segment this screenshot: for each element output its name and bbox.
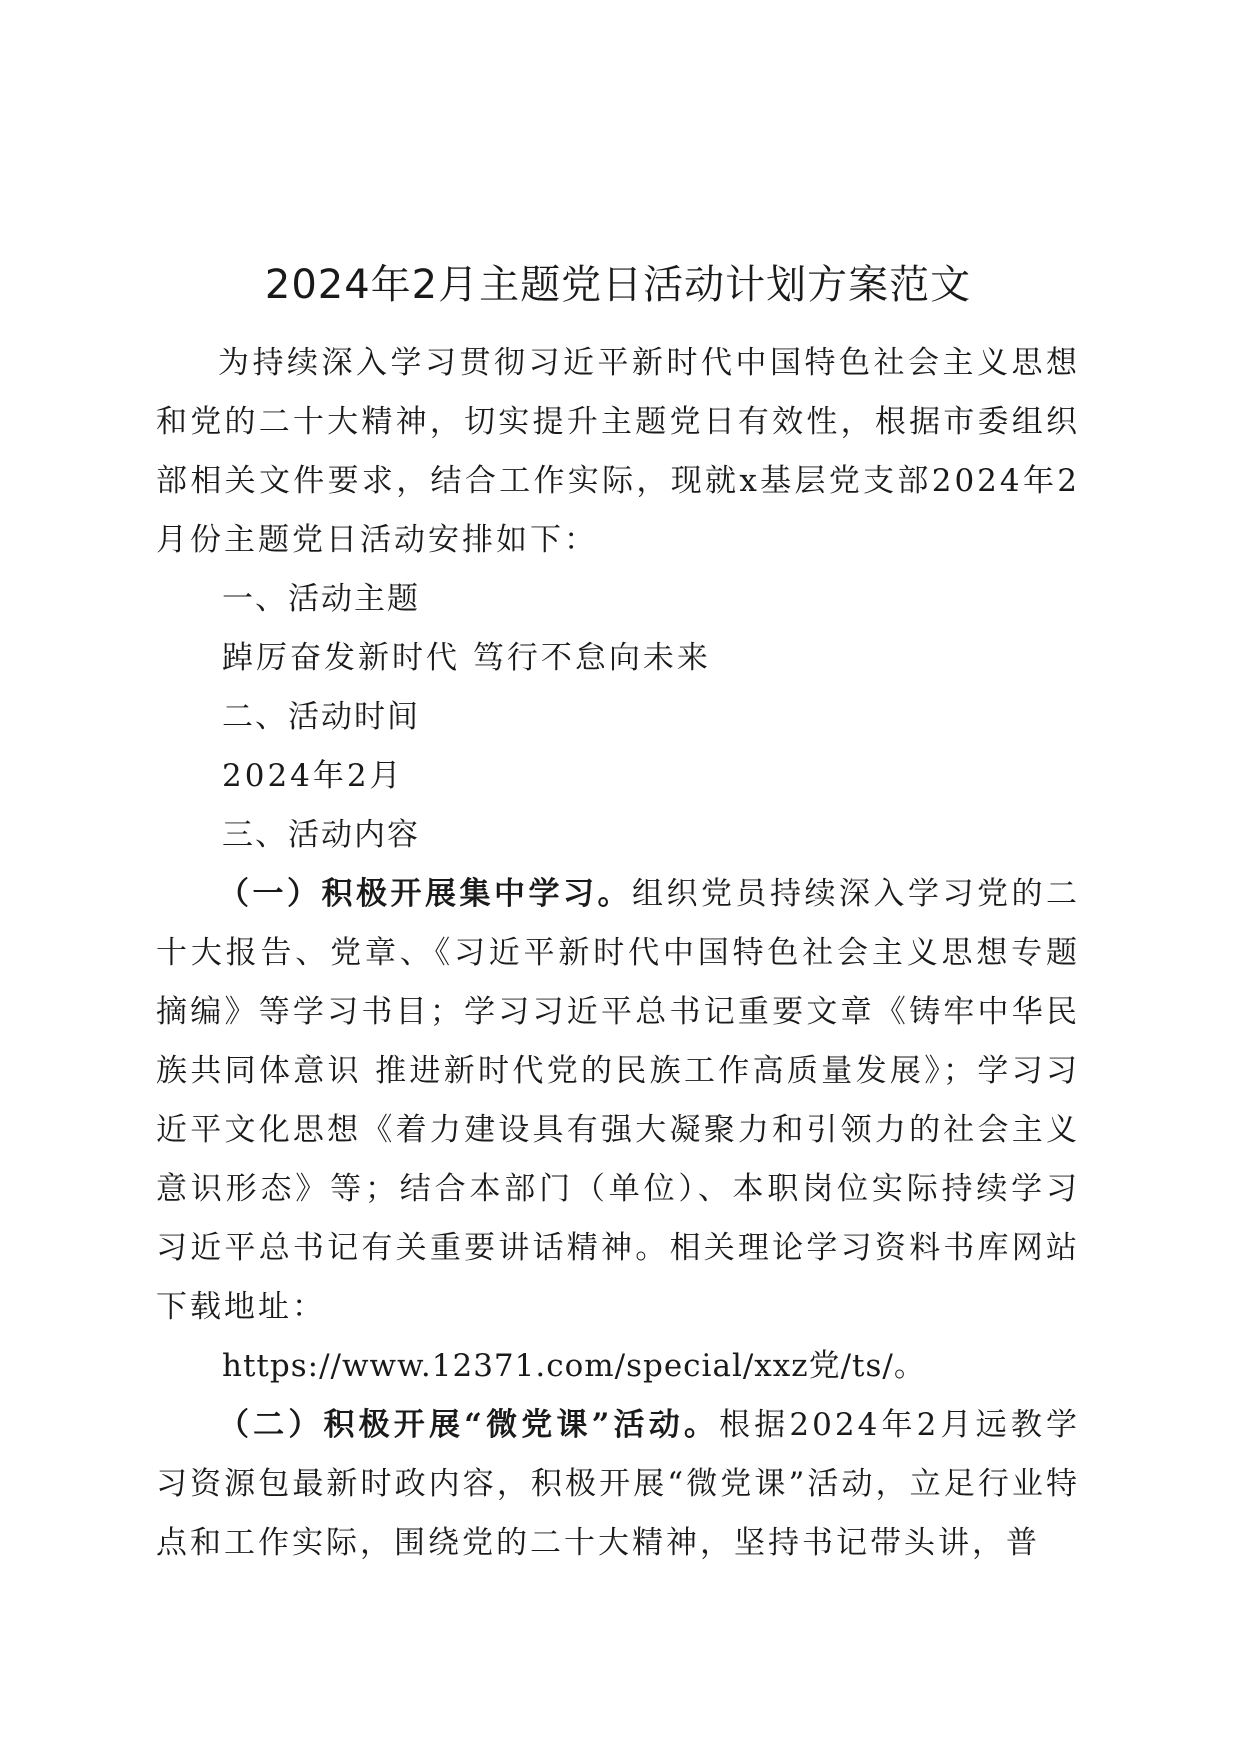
section-heading-theme: 一、活动主题 xyxy=(222,581,420,617)
document-body xyxy=(156,250,1080,1573)
content-item-1-lead: （一）积极开展集中学习。 xyxy=(218,876,632,912)
content-item-2 xyxy=(156,1396,1080,1573)
time-text: 2024年2月 xyxy=(222,758,404,794)
section-heading-time: 二、活动时间 xyxy=(222,699,420,735)
intro-paragraph: 为持续深入学习贯彻习近平新时代中国特色社会主义思想和党的二十大精神，切实提升主题党日有效性，根据市委组织部相关文件要求，结合工作实际，现就x基层党支部2024年2月份主题党日活动安排如下： xyxy=(156,345,1080,558)
content-item-2-lead: （二）积极开展“微党课”活动。 xyxy=(218,1407,720,1443)
theme-text: 踔厉奋发新时代 笃行不怠向未来 xyxy=(222,640,711,676)
content-item-2-text: 根据2024年2月远教学习资源包最新时政内容，积极开展“微党课”活动，立足行业特点和工作实际，围绕党的二十大精神，坚持书记带头讲，普 xyxy=(156,1407,1080,1561)
section-heading-content: 三、活动内容 xyxy=(222,817,420,853)
document-title: 2024年2月主题党日活动计划方案范文 xyxy=(264,262,972,308)
download-url: https://www.12371.com/special/xxz党/ts/。 xyxy=(222,1348,926,1384)
content-item-1 xyxy=(156,865,1080,1337)
content-item-1-text: 组织党员持续深入学习党的二十大报告、党章、《习近平新时代中国特色社会主义思想专题摘编》等学习书目；学习习近平总书记重要文章《铸牢中华民族共同体意识 推进新时代党的民族工作高质量发展》；学习习近平文化思想《着力建设具有强大凝聚力和引领力的社会主义意识形态》等；结合本部门（单位）、本职岗位实际持续学习习近平总书记有关重要讲话精神。相关理论学习资料书库网站下载地址： xyxy=(156,876,1080,1325)
